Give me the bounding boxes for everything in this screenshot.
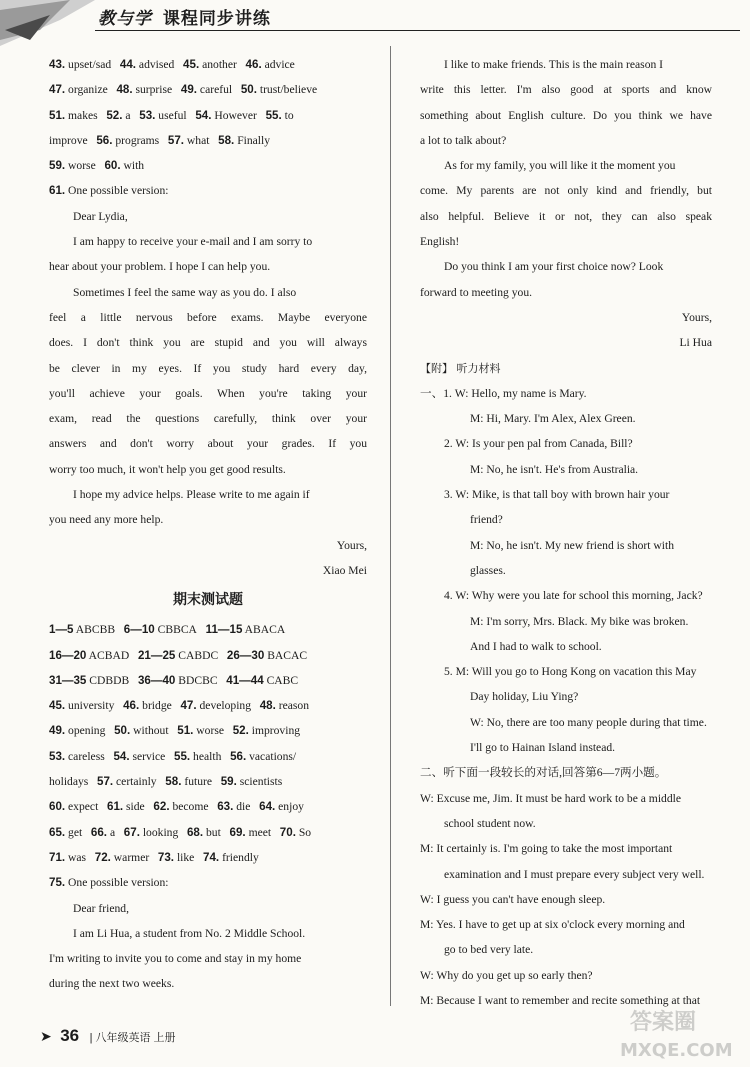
answer-text: die bbox=[236, 800, 251, 814]
answer-number: 49. bbox=[180, 83, 198, 97]
page-number: 36 bbox=[60, 1026, 80, 1045]
answer-number: 54. bbox=[195, 108, 212, 122]
text-line: Xiao Mei bbox=[322, 563, 367, 577]
answer-number: 48. bbox=[116, 83, 133, 97]
answer-line bbox=[49, 643, 367, 668]
arrow-icon: ➤ bbox=[40, 1028, 52, 1044]
answer-line bbox=[49, 128, 367, 153]
answer-text: looking bbox=[142, 825, 179, 839]
book-title-text: 八年级英语 上册 bbox=[95, 1032, 176, 1044]
answer-text: scientists bbox=[239, 775, 283, 789]
answer-number: 53. bbox=[49, 749, 66, 763]
text-line: exam, read the questions carefully, think over your bbox=[49, 412, 367, 426]
answer-number: 60. bbox=[104, 159, 121, 173]
answer-text: advice bbox=[264, 58, 295, 71]
text-line: And I had to walk to school. bbox=[470, 639, 602, 653]
text-line: a lot to talk about? bbox=[420, 133, 507, 147]
answer-number: 69. bbox=[229, 825, 246, 839]
answer-text: future bbox=[184, 775, 213, 789]
answer-line bbox=[49, 103, 367, 128]
answer-number: 74. bbox=[203, 850, 220, 864]
text-line: W: Excuse me, Jim. It must be hard work to be a middle bbox=[420, 791, 682, 805]
answer-number: 21—25 bbox=[137, 648, 176, 662]
text-line: also helpful. Believe it or not, they can also speak bbox=[420, 209, 712, 223]
answer-text: CDBDB bbox=[89, 673, 130, 687]
text-line: I am happy to receive your e-mail and I am sorry to bbox=[73, 235, 313, 249]
answer-text: service bbox=[132, 749, 166, 763]
answer-text: but bbox=[206, 825, 221, 839]
answer-number: 63. bbox=[217, 800, 234, 814]
text-line: 4. W: Why were you late for school this morning, Jack? bbox=[444, 589, 703, 603]
answer-number: 26—30 bbox=[226, 648, 265, 662]
answer-number: 45. bbox=[183, 58, 200, 71]
answer-text: programs bbox=[115, 133, 160, 147]
text-line: Day holiday, Liu Ying? bbox=[470, 690, 579, 704]
header-title: 课程同步讲练 bbox=[162, 9, 271, 29]
answer-text: like bbox=[176, 850, 195, 864]
answer-text: holidays bbox=[49, 775, 89, 789]
answer-text: a bbox=[109, 825, 116, 839]
corner-decoration bbox=[0, 0, 95, 46]
answer-number: 55. bbox=[265, 108, 282, 122]
answer-text: bridge bbox=[142, 699, 172, 713]
answer-number: 66. bbox=[90, 825, 108, 839]
watermark-url: MXQE.COM bbox=[620, 1040, 733, 1061]
answer-number: 68. bbox=[186, 825, 204, 839]
answer-number: 55. bbox=[174, 749, 191, 763]
answer-line bbox=[49, 794, 367, 819]
text-line: feel a little nervous before exams. Maybe everyone bbox=[49, 310, 367, 324]
answer-number: 46. bbox=[245, 58, 262, 71]
answer-text: trust/believe bbox=[259, 83, 318, 97]
answer-text: reason bbox=[278, 699, 310, 713]
answer-text: CABDC bbox=[178, 648, 219, 662]
answer-number: 1—5 bbox=[49, 623, 74, 637]
answer-number: 62. bbox=[153, 800, 170, 814]
answer-number: 45. bbox=[49, 699, 66, 713]
text-line: I like to make friends. This is the main reason I bbox=[444, 58, 664, 71]
text-line: Yours, bbox=[681, 310, 712, 324]
answer-number: 72. bbox=[94, 850, 111, 864]
text-line: M: No, he isn't. My new friend is short with bbox=[470, 538, 675, 552]
text-line: I am Li Hua, a student from No. 2 Middle School. bbox=[73, 926, 306, 940]
answer-text: warmer bbox=[113, 850, 150, 864]
answer-number: 51. bbox=[177, 724, 194, 738]
text-line: you need any more help. bbox=[49, 513, 164, 527]
answer-line bbox=[49, 820, 367, 845]
text-line: W: I guess you can't have enough sleep. bbox=[420, 892, 606, 906]
answer-number: 48. bbox=[259, 699, 276, 713]
answer-text: friendly bbox=[222, 850, 259, 864]
text-line: during the next two weeks. bbox=[49, 977, 175, 991]
answer-text: One possible version: bbox=[68, 184, 169, 198]
answer-text: useful bbox=[158, 108, 187, 122]
text-line: hear about your problem. I hope I can help you. bbox=[49, 260, 271, 274]
answer-text: ABCBB bbox=[75, 623, 116, 637]
right-column bbox=[420, 52, 712, 1013]
text-line: 2. W: Is your pen pal from Canada, Bill? bbox=[444, 437, 633, 451]
answer-number: 61. bbox=[107, 800, 124, 814]
answer-text: careless bbox=[68, 749, 105, 763]
answer-text: organize bbox=[68, 83, 108, 97]
answer-text: worse bbox=[68, 159, 96, 173]
answer-line bbox=[49, 870, 367, 895]
text-line: examination and I must prepare every subject very well. bbox=[444, 867, 705, 881]
answer-text: what bbox=[186, 133, 210, 147]
answer-number: 53. bbox=[139, 108, 156, 122]
text-line: glasses. bbox=[470, 563, 506, 577]
answer-number: 46. bbox=[123, 699, 140, 713]
answer-text: So bbox=[298, 825, 312, 839]
text-line: 一、1. W: Hello, my name is Mary. bbox=[420, 386, 587, 400]
text-line: M: It certainly is. I'm going to take the most important bbox=[420, 842, 673, 856]
answer-number: 56. bbox=[96, 133, 113, 147]
answer-line bbox=[49, 718, 367, 743]
answer-number: 59. bbox=[220, 775, 237, 789]
answer-text: CABC bbox=[266, 673, 299, 687]
text-line: Li Hua bbox=[679, 336, 712, 350]
text-line: English! bbox=[420, 235, 460, 249]
answer-text: Finally bbox=[237, 133, 271, 147]
answer-text: to bbox=[284, 108, 294, 122]
answer-number: 57. bbox=[97, 775, 114, 789]
answer-number: 58. bbox=[165, 775, 182, 789]
answer-number: 47. bbox=[49, 83, 66, 97]
answer-number: 31—35 bbox=[49, 673, 87, 687]
answer-text: worse bbox=[196, 724, 224, 738]
answer-text: BDCBC bbox=[178, 673, 218, 687]
answer-text: was bbox=[68, 850, 87, 864]
answer-text: BACAC bbox=[267, 648, 308, 662]
answer-number: 16—20 bbox=[49, 648, 87, 662]
answer-text: CBBCA bbox=[157, 623, 197, 637]
answer-text: health bbox=[193, 749, 222, 763]
text-line: M: Because I want to remember and recite something at that bbox=[420, 993, 701, 1007]
text-line: answers and don't worry about your grades. If you bbox=[49, 437, 367, 451]
answer-text: improving bbox=[251, 724, 301, 738]
answer-text: a bbox=[125, 108, 131, 122]
text-line: As for my family, you will like it the moment you bbox=[444, 159, 676, 173]
text-line: does. I don't think you are stupid and you will always bbox=[49, 336, 367, 350]
answer-text: ACBAD bbox=[88, 648, 130, 662]
answer-line bbox=[49, 77, 367, 102]
answer-number: 52. bbox=[232, 724, 249, 738]
text-line: be clever in my eyes. If you study hard every day, bbox=[49, 361, 367, 375]
text-line: Sometimes I feel the same way as you do. I also bbox=[73, 285, 297, 299]
answer-text: improve bbox=[49, 133, 88, 147]
answer-line bbox=[49, 744, 367, 769]
answer-text: One possible version: bbox=[68, 876, 169, 890]
answer-text: side bbox=[126, 800, 145, 814]
text-line: friend? bbox=[470, 513, 503, 527]
answer-text: enjoy bbox=[278, 800, 304, 814]
answer-number: 64. bbox=[259, 800, 276, 814]
answer-text: ABACA bbox=[244, 623, 286, 637]
book-title: | 八年级英语 上册 bbox=[89, 1032, 176, 1044]
answer-text: get bbox=[68, 825, 83, 839]
header-brand bbox=[98, 4, 271, 29]
answer-number: 41—44 bbox=[226, 673, 264, 687]
answer-number: 36—40 bbox=[137, 673, 176, 687]
text-line: W: Why do you get up so early then? bbox=[420, 968, 593, 982]
answer-number: 43. bbox=[49, 58, 66, 71]
answer-number: 50. bbox=[114, 724, 131, 738]
answer-number: 44. bbox=[119, 58, 137, 71]
answer-text: with bbox=[123, 159, 145, 173]
text-line: I hope my advice helps. Please write to me again if bbox=[73, 488, 310, 502]
answer-text: upset/sad bbox=[68, 58, 112, 71]
text-line: M: No, he isn't. He's from Australia. bbox=[470, 462, 639, 476]
text-line: 3. W: Mike, is that tall boy with brown hair your bbox=[444, 488, 670, 502]
text-line: come. My parents are not only kind and friendly, but bbox=[420, 184, 712, 198]
answer-number: 70. bbox=[279, 825, 296, 839]
text-line: forward to meeting you. bbox=[420, 285, 533, 299]
answer-text: makes bbox=[68, 108, 98, 122]
answer-text: another bbox=[202, 58, 237, 71]
page-header bbox=[0, 0, 750, 46]
text-line: M: I'm sorry, Mrs. Black. My bike was broken. bbox=[470, 614, 689, 628]
answer-number: 11—15 bbox=[205, 623, 243, 637]
answer-text: become bbox=[172, 800, 209, 814]
answer-text: without bbox=[133, 724, 169, 738]
answer-line bbox=[49, 617, 367, 642]
answer-text: advised bbox=[138, 58, 175, 71]
answer-number: 75. bbox=[49, 876, 66, 890]
answer-number: 61. bbox=[49, 184, 66, 198]
answer-text: surprise bbox=[135, 83, 173, 97]
text-line: you'll achieve your goals. When you're taking your bbox=[49, 386, 367, 400]
answer-number: 59. bbox=[49, 159, 66, 173]
answer-number: 67. bbox=[123, 825, 140, 839]
text-line: write this letter. I'm also good at sports and know bbox=[420, 83, 712, 97]
text-line: Dear Lydia, bbox=[73, 209, 128, 223]
answer-line bbox=[49, 153, 367, 178]
text-line: I'll go to Hainan Island instead. bbox=[470, 741, 616, 755]
text-line: I'm writing to invite you to come and stay in my home bbox=[49, 952, 302, 966]
answer-number: 57. bbox=[167, 133, 184, 147]
answer-line bbox=[49, 52, 367, 77]
answer-number: 6—10 bbox=[123, 623, 155, 637]
text-line: M: Hi, Mary. I'm Alex, Alex Green. bbox=[470, 412, 636, 426]
answer-text: university bbox=[68, 699, 115, 713]
text-line: 二、听下面一段较长的对话,回答第6—7两小题。 bbox=[420, 766, 667, 780]
text-line: Yours, bbox=[336, 538, 367, 552]
answer-number: 58. bbox=[218, 133, 235, 147]
header-rule bbox=[95, 30, 740, 31]
text-line: worry too much, it won't help you get good results. bbox=[49, 462, 286, 476]
answer-number: 56. bbox=[230, 749, 247, 763]
left-column bbox=[49, 52, 367, 997]
answer-line bbox=[49, 178, 367, 203]
answer-number: 60. bbox=[49, 800, 66, 814]
text-line: W: No, there are too many people during that time. bbox=[470, 715, 707, 729]
text-line: Dear friend, bbox=[73, 901, 130, 915]
answer-text: vacations/ bbox=[249, 749, 297, 763]
column-divider bbox=[390, 46, 391, 1006]
answer-number: 73. bbox=[157, 850, 175, 864]
answer-text: expect bbox=[68, 800, 99, 814]
answer-text: However bbox=[214, 108, 257, 122]
appendix-heading: 【附】 听力材料 bbox=[420, 361, 501, 375]
answer-text: careful bbox=[199, 83, 233, 97]
answer-text: certainly bbox=[116, 775, 157, 789]
answer-text: meet bbox=[248, 825, 272, 839]
section-title: 期末测试题 bbox=[173, 592, 243, 609]
answer-number: 52. bbox=[106, 108, 123, 122]
answer-text: opening bbox=[68, 724, 106, 738]
answer-number: 50. bbox=[240, 83, 257, 97]
text-line: school student now. bbox=[444, 816, 536, 830]
answer-line bbox=[49, 845, 367, 870]
brand-logo: 教与学 bbox=[98, 9, 152, 29]
text-line: go to bed very late. bbox=[444, 943, 534, 957]
text-line: M: Yes. I have to get up at six o'clock every morning and bbox=[420, 918, 685, 932]
text-line: Do you think I am your first choice now? Look bbox=[444, 260, 664, 274]
answer-line bbox=[49, 668, 367, 693]
text-line: 5. M: Will you go to Hong Kong on vacation this May bbox=[444, 665, 697, 679]
answer-number: 47. bbox=[180, 699, 197, 713]
watermark: 答案圈 bbox=[630, 1010, 697, 1035]
answer-line bbox=[49, 693, 367, 718]
answer-text: developing bbox=[199, 699, 252, 713]
answer-number: 49. bbox=[49, 724, 66, 738]
text-line: something about English culture. Do you think we have bbox=[420, 108, 712, 122]
page-footer bbox=[40, 1026, 176, 1046]
answer-number: 65. bbox=[49, 825, 66, 839]
answer-line bbox=[49, 769, 367, 794]
answer-number: 51. bbox=[49, 108, 66, 122]
answer-number: 54. bbox=[113, 749, 130, 763]
answer-number: 71. bbox=[49, 850, 66, 864]
